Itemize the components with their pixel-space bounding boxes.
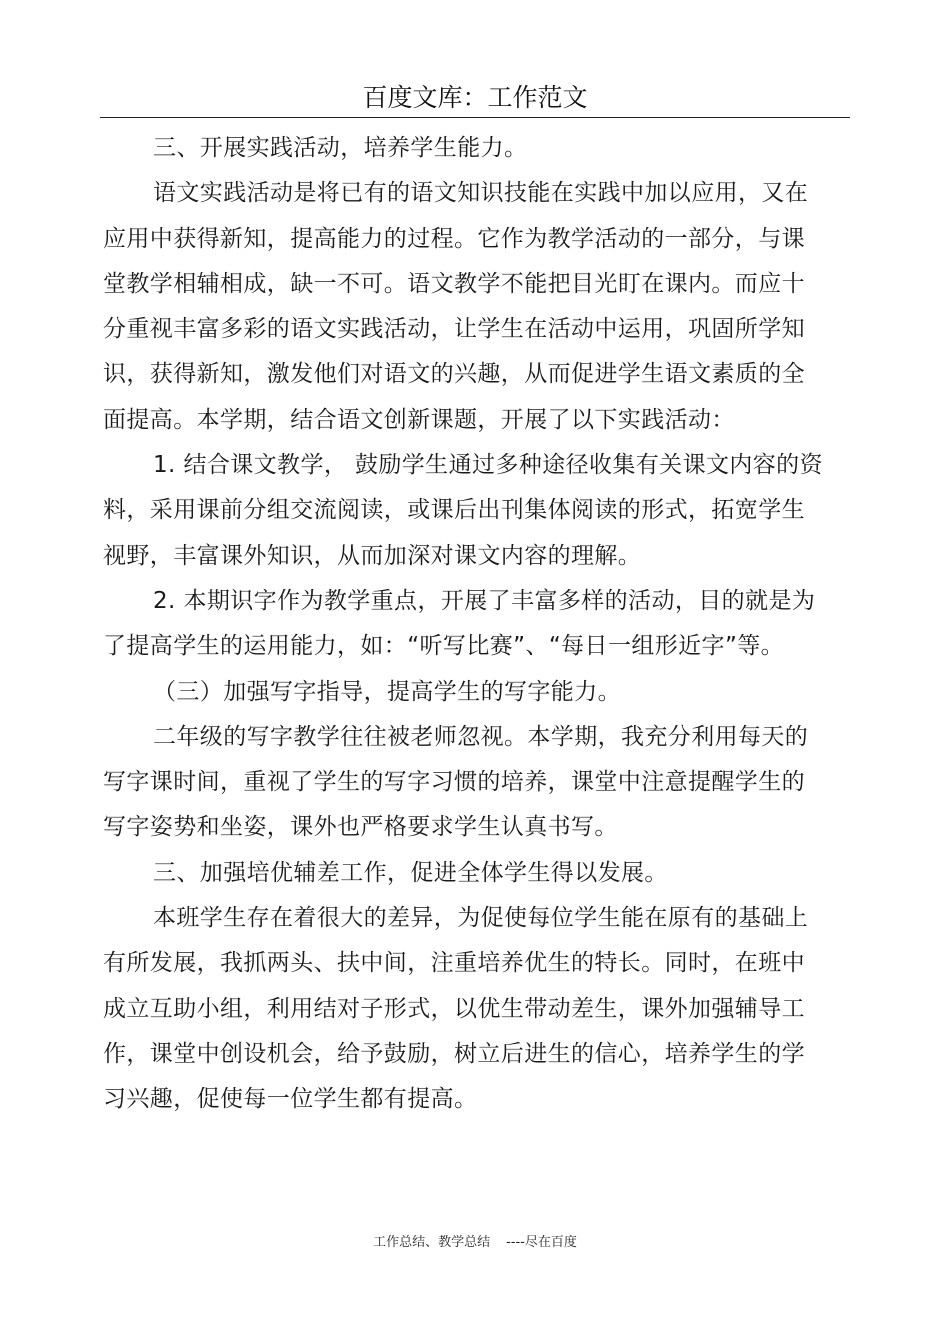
paragraph-tutoring: 本班学生存在着很大的差异，为促使每位学生能在原有的基础上有所发展，我抓两头、扶中间，注重培养优生的特长。同时，在班中成立互助小组，利用结对子形式，以优生带动差生，课外加强辅导工作，课堂中创设机会，给予鼓励，树立后进生的信心，培养学生的学习兴趣，促使每一位学生都有提高。 bbox=[103, 905, 809, 1113]
paragraph-item-2: 2. 本期识字作为教学重点，开展了丰富多样的活动，目的就是为了提高学生的运用能力，如：“听写比赛”、“每日一组形近字”等。 bbox=[103, 587, 816, 660]
footer-right-text: ----尽在百度 bbox=[506, 1235, 577, 1250]
page-footer bbox=[0, 1233, 950, 1253]
page-header-title: 百度文库：工作范文 bbox=[362, 83, 588, 112]
section-heading-practice: 三、开展实践活动，培养学生能力。 bbox=[153, 135, 528, 161]
footer-left-text: 工作总结、教学总结 bbox=[373, 1235, 491, 1250]
paragraph-item-1: 1. 结合课文教学， 鼓励学生通过多种途径收集有关课文内容的资料，采用课前分组交流阅读，或课后出刊集体阅读的形式，拓宽学生视野，丰富课外知识，从而加深对课文内容的理解。 bbox=[103, 452, 823, 569]
section-heading-tutoring: 三、加强培优辅差工作，促进全体学生得以发展。 bbox=[153, 859, 668, 886]
document-body bbox=[103, 126, 828, 1123]
section-heading-writing: （三）加强写字指导，提高学生的写字能力。 bbox=[153, 678, 621, 705]
header-divider bbox=[100, 117, 850, 118]
paragraph-practice-intro: 语文实践活动是将已有的语文知识技能在实践中加以应用，又在应用中获得新知，提高能力的过程。它作为教学活动的一部分，与课堂教学相辅相成，缺一不可。语文教学不能把目光盯在课内。而应十分重视丰富多彩的语文实践活动，让学生在活动中运用，巩固所学知识，获得新知，激发他们对语文的兴趣，从而促进学生语文素质的全面提高。本学期，结合语文创新课题，开展了以下实践活动： bbox=[103, 180, 809, 433]
paragraph-writing: 二年级的写字教学往往被老师忽视。本学期，我充分利用每天的写字课时间，重视了学生的写字习惯的培养，课堂中注意提醒学生的写字姿势和坐姿，课外也严格要求学生认真书写。 bbox=[103, 723, 809, 841]
